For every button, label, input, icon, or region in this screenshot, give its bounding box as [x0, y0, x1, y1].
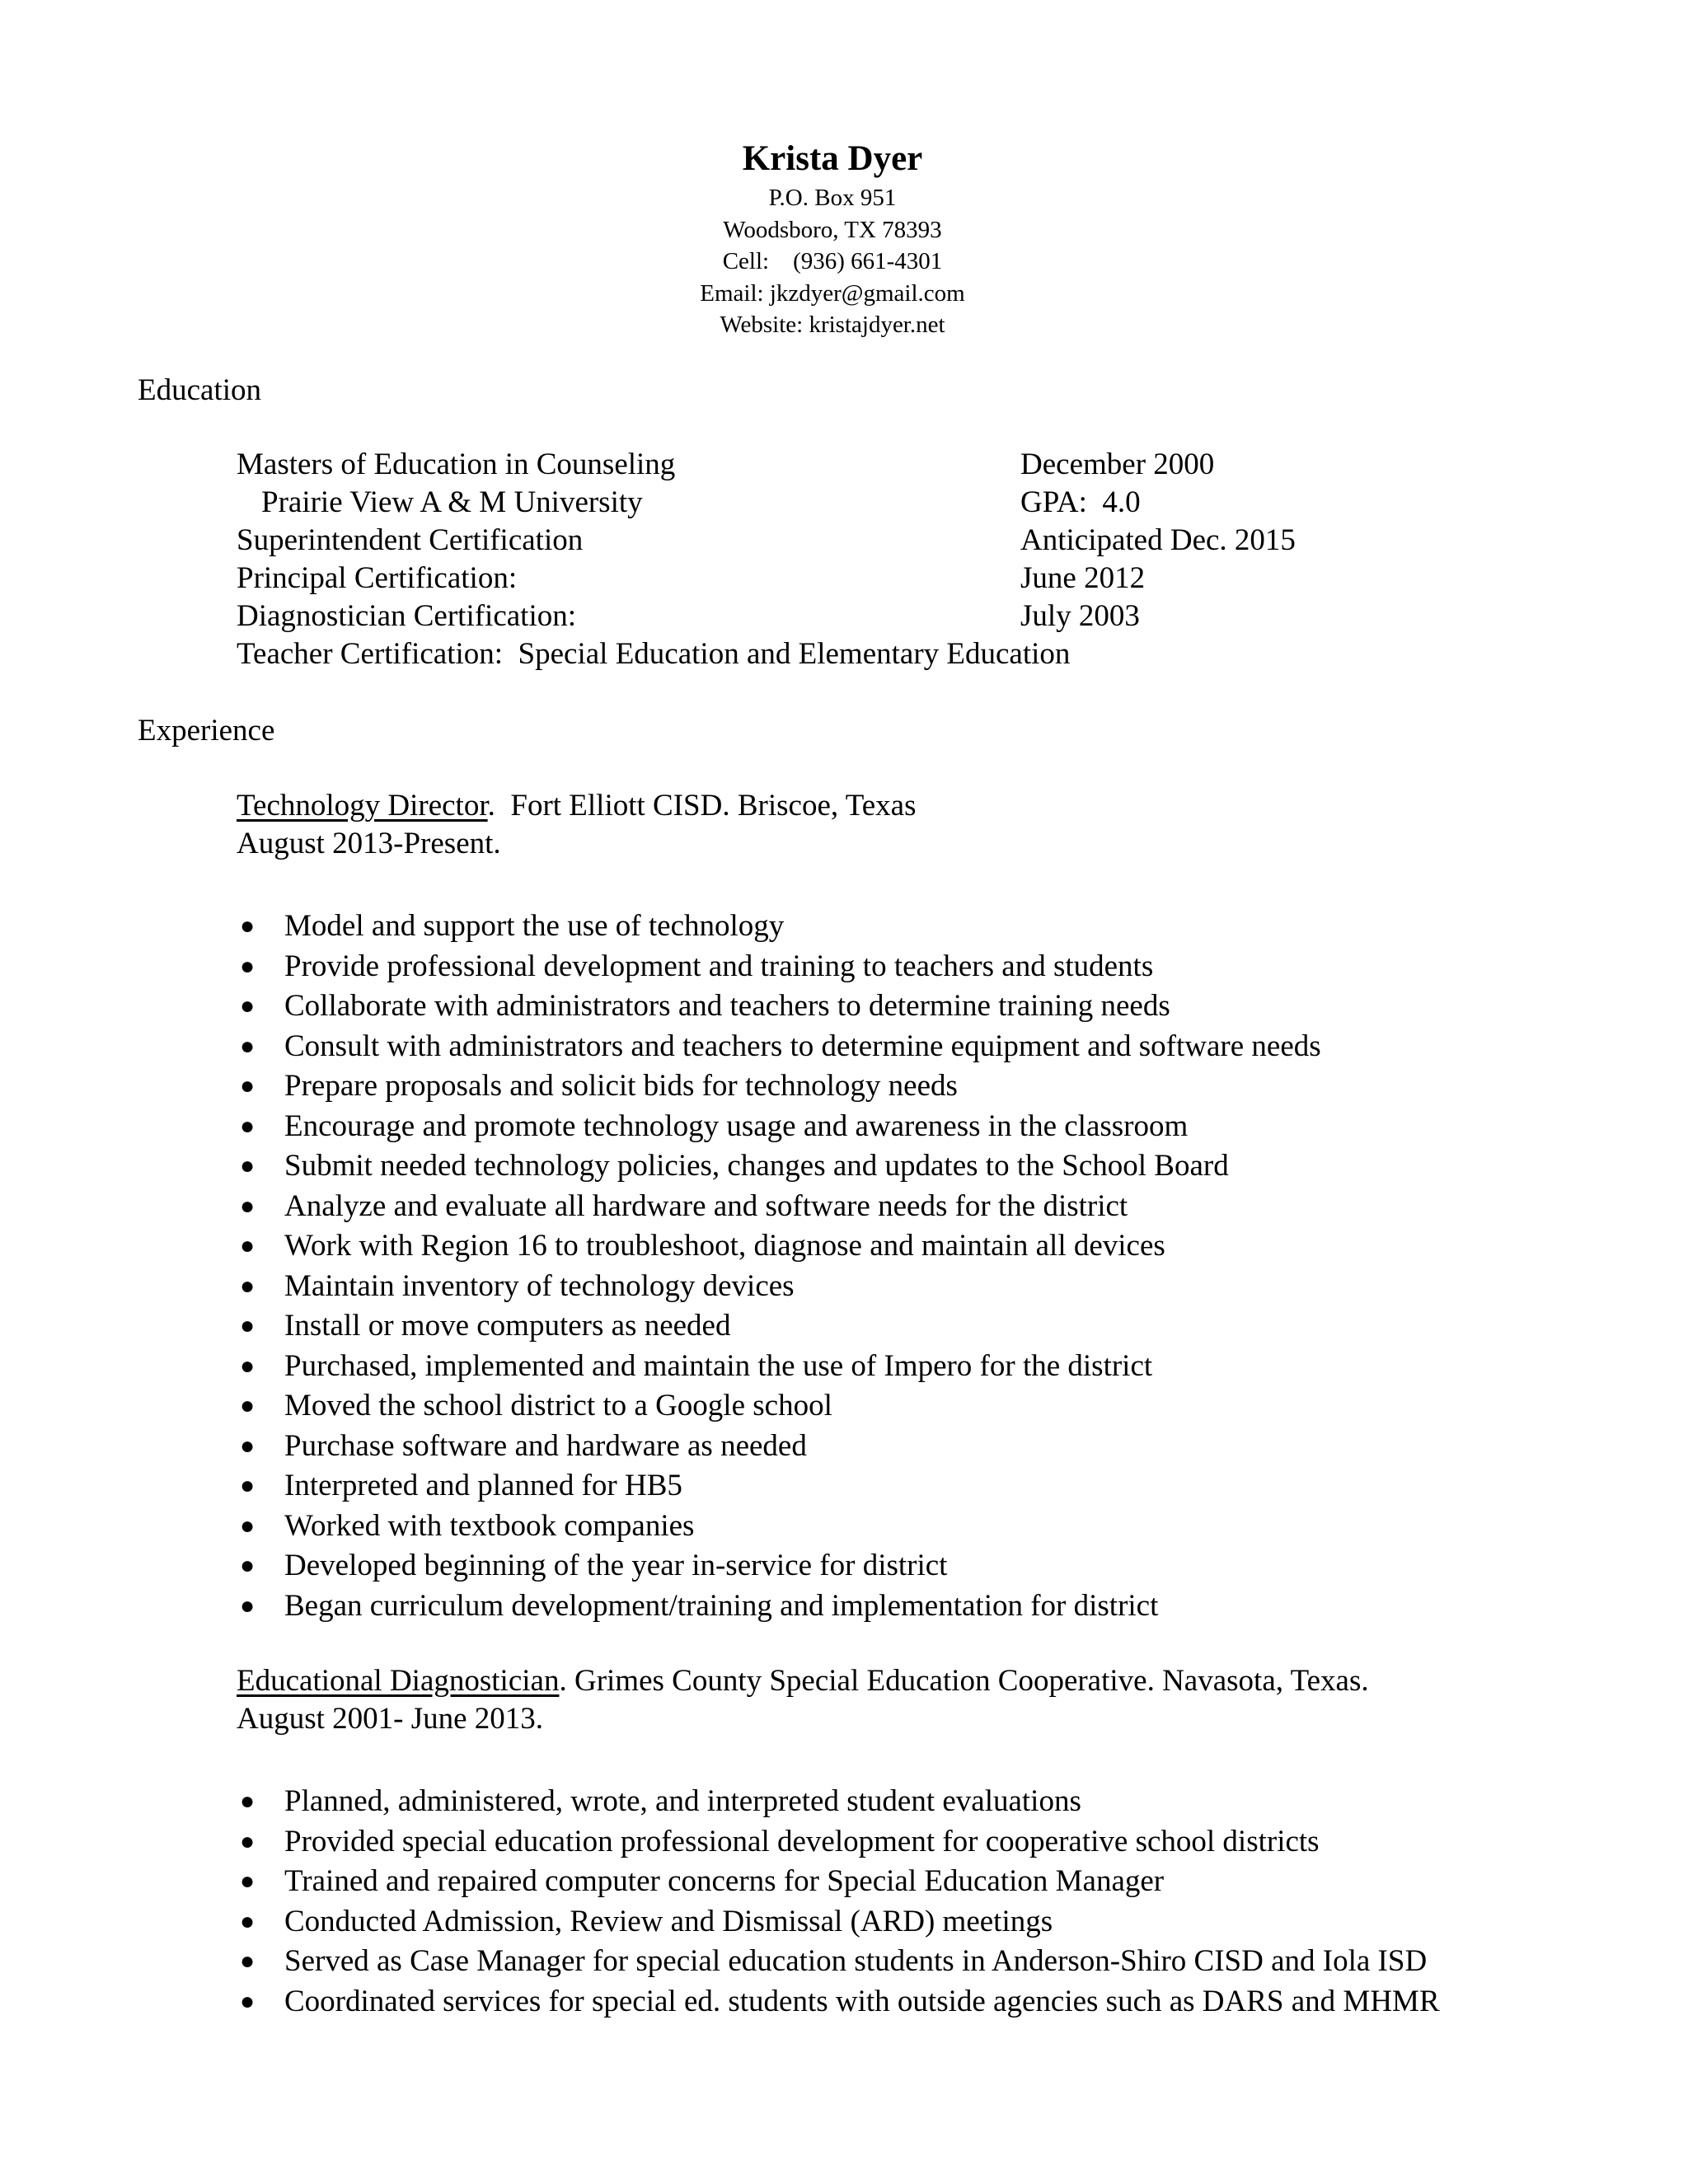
- education-list: [237, 446, 1473, 673]
- duty-text: Collaborate with administrators and teachers to determine training needs: [284, 989, 1170, 1023]
- job-organization: . Fort Elliott CISD. Briscoe, Texas: [487, 789, 917, 823]
- job-dates: August 2001- June 2013.: [237, 1702, 544, 1736]
- education-row: [237, 446, 1473, 484]
- bullet-icon: ●: [240, 1432, 256, 1460]
- education-row: [237, 560, 1473, 598]
- job-organization: . Grimes County Special Education Cooperative. Navasota, Texas.: [559, 1664, 1369, 1698]
- bullet-icon: ●: [240, 1868, 256, 1895]
- bullet-icon: ●: [240, 1907, 256, 1935]
- duty-list-item: [237, 1507, 1321, 1547]
- education-row: [237, 598, 1473, 635]
- duty-text: Model and support the use of technology: [284, 909, 785, 943]
- bullet-icon: ●: [240, 1352, 256, 1380]
- duty-text: Prepare proposals and solicit bids for technology needs: [284, 1069, 958, 1103]
- education-item: Diagnostician Certification:: [237, 599, 577, 633]
- bullet-icon: ●: [240, 1827, 256, 1855]
- education-row: [237, 484, 1473, 522]
- duty-list-item: [237, 1226, 1321, 1267]
- job-duties-list-2: [237, 1782, 1440, 2022]
- duty-list-item: [237, 987, 1321, 1027]
- education-item: Principal Certification:: [237, 561, 518, 595]
- job-title-line: [237, 1662, 1369, 1700]
- job-title: Technology Director: [237, 789, 488, 823]
- duty-list-item: [237, 1347, 1321, 1387]
- education-date: GPA: 4.0: [1020, 485, 1141, 519]
- duty-list-item: [237, 1546, 1321, 1586]
- duty-list-item: [237, 1822, 1440, 1863]
- duty-text: Purchase software and hardware as needed: [284, 1428, 807, 1463]
- duty-text: Coordinated services for special ed. students with outside agencies such as DARS and MHMR: [284, 1984, 1440, 2018]
- job-dates: August 2013-Present.: [237, 827, 501, 860]
- duty-text: Purchased, implemented and maintain the use of Impero for the district: [284, 1348, 1153, 1383]
- bullet-icon: ●: [240, 1072, 256, 1099]
- bullet-icon: ●: [240, 1472, 256, 1499]
- resume-header: [0, 136, 1665, 341]
- bullet-icon: ●: [240, 1987, 256, 2015]
- bullet-icon: ●: [240, 1312, 256, 1339]
- duty-list-item: [237, 1427, 1321, 1467]
- bullet-icon: ●: [240, 1947, 256, 1975]
- candidate-name: Krista Dyer: [742, 139, 923, 178]
- duty-list-item: [237, 1306, 1321, 1347]
- duty-list-item: [237, 1466, 1321, 1507]
- duty-text: Maintain inventory of technology devices: [284, 1268, 795, 1303]
- duty-list-item: [237, 1982, 1440, 2022]
- education-date: June 2012: [1020, 561, 1146, 595]
- duty-text: Install or move computers as needed: [284, 1309, 731, 1343]
- duty-text: Provided special education professional development for cooperative school districts: [284, 1824, 1320, 1858]
- duty-list-item: [237, 1267, 1321, 1307]
- duty-list-item: [237, 1027, 1321, 1067]
- job-header-1: [237, 787, 916, 863]
- bullet-icon: ●: [240, 1552, 256, 1579]
- bullet-icon: ●: [240, 1032, 256, 1060]
- education-date: Anticipated Dec. 2015: [1020, 523, 1296, 557]
- duty-text: Worked with textbook companies: [284, 1508, 695, 1543]
- email-address: Email: jkzdyer@gmail.com: [700, 279, 965, 307]
- address-line-2: Woodsboro, TX 78393: [723, 216, 942, 243]
- education-row: [237, 635, 1473, 673]
- education-item: Superintendent Certification: [237, 523, 584, 557]
- duty-text: Planned, administered, wrote, and interpreted student evaluations: [284, 1784, 1081, 1818]
- duty-text: Submit needed technology policies, changes and updates to the School Board: [284, 1149, 1229, 1183]
- bullet-icon: ●: [240, 1511, 256, 1540]
- bullet-icon: ●: [240, 1272, 256, 1300]
- bullet-icon: ●: [240, 992, 256, 1019]
- duty-list-item: [237, 1066, 1321, 1107]
- education-item: Teacher Certification: Special Education and Elementary Education: [237, 637, 1071, 671]
- job-title-line: [237, 787, 916, 825]
- education-heading: Education: [138, 373, 262, 407]
- duty-list-item: [237, 947, 1321, 987]
- education-row: [237, 522, 1473, 560]
- duty-text: Trained and repaired computer concerns for Special Education Manager: [284, 1864, 1165, 1898]
- duty-list-item: [237, 907, 1321, 947]
- duty-text: Moved the school district to a Google school: [284, 1389, 832, 1422]
- duty-list-item: [237, 1902, 1440, 1943]
- job-title: Educational Diagnostician: [237, 1664, 560, 1698]
- bullet-icon: ●: [240, 1591, 256, 1619]
- duty-text: Encourage and promote technology usage and awareness in the classroom: [284, 1108, 1189, 1143]
- duty-list-item: [237, 1942, 1440, 1982]
- duty-list-item: [237, 1782, 1440, 1822]
- website-address: Website: kristajdyer.net: [720, 312, 945, 338]
- duty-list-item: [237, 1187, 1321, 1227]
- experience-heading: Experience: [138, 714, 275, 748]
- bullet-icon: ●: [240, 952, 256, 980]
- duty-text: Began curriculum development/training and implementation for district: [284, 1588, 1159, 1623]
- bullet-icon: ●: [240, 1112, 256, 1140]
- duty-list-item: [237, 1862, 1440, 1902]
- education-date: July 2003: [1020, 599, 1140, 633]
- cell-phone: Cell: (936) 661-4301: [722, 248, 943, 274]
- duty-text: Interpreted and planned for HB5: [284, 1469, 682, 1502]
- bullet-icon: ●: [240, 1152, 256, 1179]
- bullet-icon: ●: [240, 1788, 256, 1815]
- duty-text: Conducted Admission, Review and Dismissal (ARD) meetings: [284, 1904, 1053, 1938]
- duty-text: Developed beginning of the year in-service for district: [284, 1549, 948, 1582]
- duty-text: Consult with administrators and teachers to determine equipment and software needs: [284, 1029, 1321, 1063]
- address-line-1: P.O. Box 951: [768, 185, 897, 211]
- bullet-icon: ●: [240, 912, 256, 940]
- duty-list-item: [237, 1586, 1321, 1627]
- duty-text: Provide professional development and training to teachers and students: [284, 949, 1154, 983]
- education-item: Masters of Education in Counseling: [237, 448, 676, 481]
- bullet-icon: ●: [240, 1392, 256, 1419]
- duty-text: Work with Region 16 to troubleshoot, diagnose and maintain all devices: [284, 1229, 1165, 1263]
- duty-text: Analyze and evaluate all hardware and software needs for the district: [284, 1188, 1128, 1223]
- duty-list-item: [237, 1386, 1321, 1427]
- education-date: December 2000: [1020, 448, 1215, 481]
- duty-list-item: [237, 1107, 1321, 1147]
- bullet-icon: ●: [240, 1192, 256, 1220]
- bullet-icon: ●: [240, 1232, 256, 1259]
- duty-text: Served as Case Manager for special education students in Anderson-Shiro CISD and Iola ISD: [284, 1944, 1428, 1978]
- job-duties-list-1: [237, 907, 1321, 1626]
- duty-list-item: [237, 1146, 1321, 1187]
- education-item: Prairie View A & M University: [261, 485, 643, 519]
- job-header-2: [237, 1662, 1369, 1738]
